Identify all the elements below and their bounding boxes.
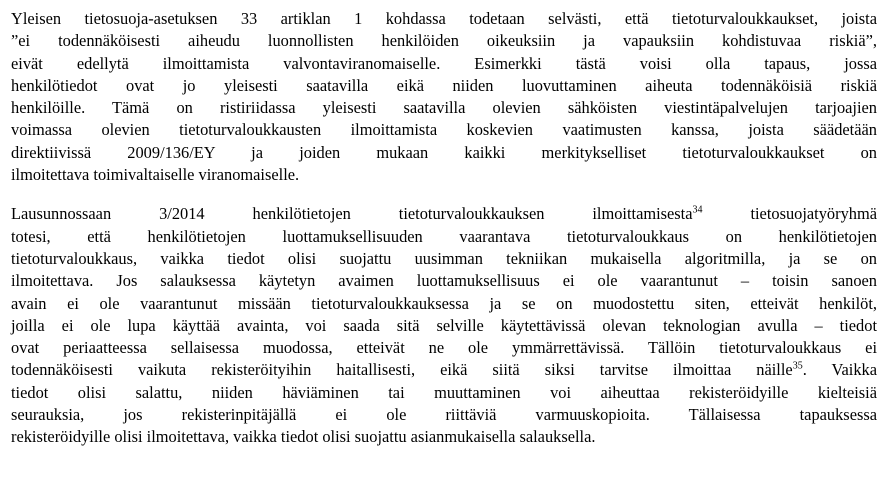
- text-segment: todennäköisesti vaikuta rekisteröityihin haitallisesti, eikä siitä siksi tarvitse ilmoittaa näille: [11, 360, 793, 380]
- text-line: ovat periaatteessa sellaisessa muodossa, etteivät ne ole ymmärrettävissä. Tällöin tietoturvaloukkaus ei: [11, 338, 877, 358]
- text-line: voimassa olevien tietoturvaloukkausten ilmoittamista koskevien vaatimusten kanssa, joista säädetään: [11, 120, 877, 140]
- text-segment: Lausunnossaan 3/2014 henkilötietojen tietoturvaloukkauksen ilmoittamisesta: [11, 204, 693, 224]
- text-line: henkilöille. Tämä on ristiriidassa yleisesti saatavilla olevien sähköisten viestintäpalvelujen tarjoajien: [11, 98, 877, 118]
- text-line: totesi, että henkilötietojen luottamuksellisuuden vaarantava tietoturvaloukkaus on henkilötietojen: [11, 226, 877, 246]
- text-line: henkilötiedot ovat jo yleisesti saatavilla eikä niiden luovuttaminen aiheuta todennäköisiä riskiä: [11, 75, 877, 95]
- paragraph-2: [11, 203, 877, 448]
- text-line: seurauksia, jos rekisterinpitäjällä ei ole riittäviä varmuuskopioita. Tällaisessa tapauksessa: [11, 405, 877, 425]
- text-line: tietoturvaloukkaus, vaikka tiedot olisi suojattu uusimman tekniikan mukaisella algoritmilla, ja se on: [11, 248, 877, 268]
- text-line: avain ei ole vaarantunut missään tietoturvaloukkauksessa ja se on muodostettu siten, etteivät henkilöt,: [11, 293, 877, 313]
- text-line: tiedot olisi salattu, niiden häviäminen tai muuttaminen voi aiheuttaa rekisteröidyille kielteisiä: [11, 382, 877, 402]
- text-line-with-footnote: [11, 203, 877, 225]
- text-line: ilmoitettava toimivaltaiselle viranomaiselle.: [11, 165, 300, 185]
- text-line: joilla ei ole lupa käyttää avainta, voi saada sitä selville käytettävissä olevan teknologian avulla – tiedot: [11, 315, 877, 335]
- text-line: eivät edellytä ilmoittamista valvontaviranomaiselle. Esimerkki tästä voisi olla tapaus, jossa: [11, 53, 877, 73]
- paragraph-1: [11, 8, 877, 186]
- text-segment: . Vaikka: [802, 360, 877, 380]
- footnote-ref-35[interactable]: 35: [792, 360, 803, 372]
- footnote-ref-34[interactable]: 34: [692, 204, 703, 216]
- text-line: Yleisen tietosuoja-asetuksen 33 artiklan 1 kohdassa todetaan selvästi, että tietoturvaloukkaukset, joista: [11, 9, 877, 28]
- text-segment: tietosuojatyöryhmä: [702, 204, 877, 224]
- paragraph-gap: [11, 186, 877, 203]
- text-line: ilmoitettava. Jos salauksessa käytetyn avaimen luottamuksellisuus ei ole vaarantunut – toisin sanoen: [11, 271, 877, 291]
- text-line: rekisteröidyille olisi ilmoitettava, vaikka tiedot olisi suojattu asianmukaisella salauksella.: [11, 427, 596, 447]
- text-line-with-footnote: [11, 359, 877, 381]
- text-line: ”ei todennäköisesti aiheudu luonnollisten henkilöiden oikeuksiin ja vapauksiin kohdistuvaa riskiä”,: [11, 31, 877, 51]
- text-line: direktiivissä 2009/136/EY ja joiden mukaan kaikki merkitykselliset tietoturvaloukkaukset on: [11, 142, 877, 162]
